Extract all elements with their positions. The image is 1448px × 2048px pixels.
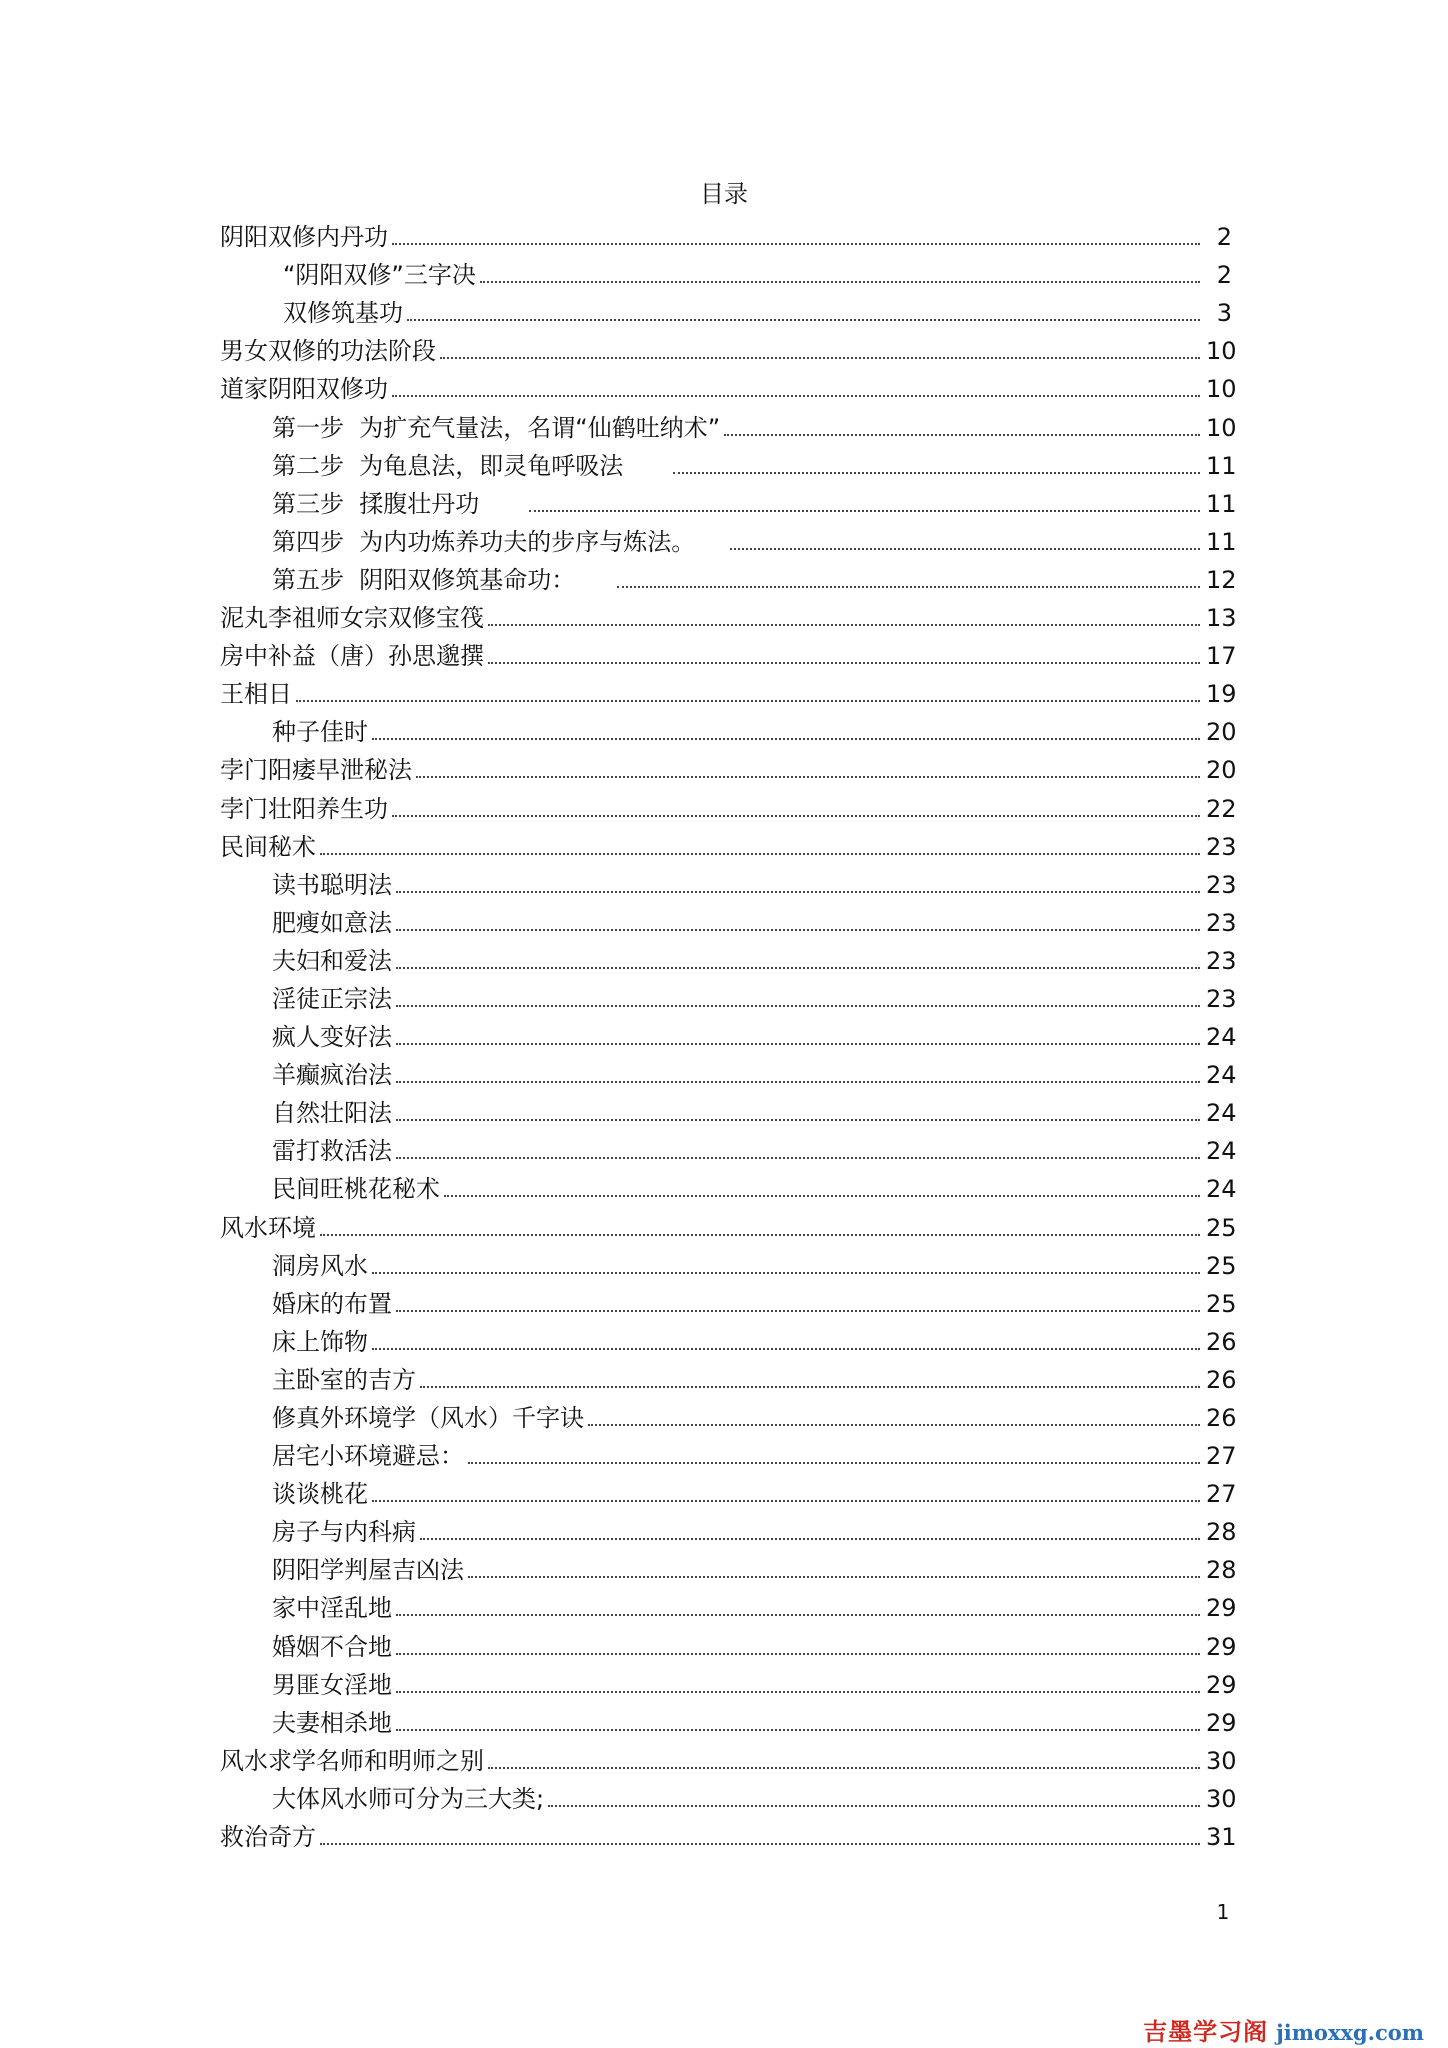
toc-entry[interactable]	[0, 824, 1448, 862]
toc-leader-dots	[396, 1119, 1200, 1121]
toc-leader-dots	[396, 1081, 1200, 1083]
toc-entry-page: 3	[1216, 299, 1232, 328]
toc-entry[interactable]	[0, 1281, 1448, 1319]
toc-entry-title: 男匪女淫地	[272, 1670, 392, 1699]
toc-entry-page: 10	[1206, 413, 1237, 442]
toc-leader-dots	[396, 1729, 1200, 1731]
toc-leader-dots	[396, 1614, 1200, 1616]
toc-leader-dots	[416, 776, 1200, 778]
toc-entry-page: 2	[1216, 261, 1232, 290]
toc-entry-page: 13	[1206, 604, 1237, 633]
toc-entry-title: 风水求学名师和明师之别	[220, 1746, 484, 1775]
toc-leader-dots	[440, 357, 1200, 359]
toc-entry-page: 27	[1206, 1480, 1237, 1509]
toc-entry-page: 23	[1206, 870, 1237, 899]
toc-leader-dots	[420, 1386, 1200, 1388]
toc-entry-page: 19	[1206, 680, 1237, 709]
toc-leader-dots	[407, 319, 1200, 321]
toc-entry-title: 自然壮阳法	[272, 1099, 392, 1128]
watermark-name: 吉墨学习阁	[1143, 2018, 1269, 2046]
toc-entry-title: 居宅小环境避忌：	[272, 1442, 464, 1471]
toc-entry-title: 羊癫疯治法	[272, 1061, 392, 1090]
toc-entry[interactable]	[0, 1243, 1448, 1281]
toc-entry-title: 阴阳双修内丹功	[220, 223, 388, 252]
toc-leader-dots	[673, 472, 1200, 474]
toc-entry-page: 12	[1206, 565, 1237, 594]
toc-entry-title: 家中淫乱地	[272, 1594, 392, 1623]
toc-leader-dots	[392, 395, 1200, 397]
table-of-contents	[0, 214, 1448, 1852]
toc-entry-title: 洞房风水	[272, 1251, 368, 1280]
toc-entry[interactable]	[0, 519, 1448, 557]
toc-leader-dots	[372, 1500, 1200, 1502]
toc-entry-title: 修真外环境学（风水）千字诀	[272, 1404, 584, 1432]
toc-entry[interactable]	[0, 862, 1448, 900]
toc-entry-title: 疯人变好法	[272, 1023, 392, 1052]
toc-entry-title: 夫妻相杀地	[272, 1708, 392, 1737]
toc-entry-title: 男女双修的功法阶段	[220, 337, 436, 366]
page-title: 目录	[700, 180, 748, 208]
toc-leader-dots	[396, 1005, 1200, 1007]
toc-entry-title: 阴阳学判屋吉凶法	[272, 1556, 464, 1585]
toc-leader-dots	[588, 1424, 1200, 1426]
toc-entry-page: 25	[1206, 1251, 1237, 1280]
toc-entry-page: 17	[1206, 642, 1237, 671]
toc-leader-dots	[396, 1653, 1200, 1655]
toc-entry-title: 房子与内科病	[272, 1518, 416, 1547]
toc-leader-dots	[392, 243, 1200, 245]
toc-entry-title: 婚姻不合地	[272, 1632, 392, 1661]
toc-entry-title: 民间秘术	[220, 832, 316, 861]
toc-entry-title: 第一步 为扩充气量法，名谓“仙鹤吐纳术”	[272, 413, 721, 442]
toc-entry[interactable]	[0, 671, 1448, 709]
toc-entry[interactable]	[0, 1776, 1448, 1814]
toc-entry-page: 11	[1206, 489, 1237, 518]
toc-entry-title: 风水环境	[220, 1213, 316, 1242]
toc-entry-title: 第三步 揉腹壮丹功	[272, 489, 526, 518]
toc-entry[interactable]	[0, 1128, 1448, 1166]
toc-entry[interactable]	[0, 1585, 1448, 1623]
toc-entry-page: 23	[1206, 832, 1237, 861]
toc-leader-dots	[488, 662, 1200, 664]
toc-leader-dots	[296, 700, 1200, 702]
toc-entry-page: 26	[1206, 1365, 1237, 1394]
toc-entry[interactable]	[0, 976, 1448, 1014]
watermark	[1143, 2012, 1424, 2047]
toc-entry-page: 10	[1206, 375, 1237, 404]
toc-entry-title: 大体风水师可分为三大类;	[272, 1784, 545, 1813]
toc-entry[interactable]	[0, 1547, 1448, 1585]
toc-entry-page: 25	[1206, 1213, 1237, 1242]
toc-entry[interactable]	[0, 1623, 1448, 1661]
toc-leader-dots	[396, 1310, 1200, 1312]
toc-leader-dots	[444, 1195, 1200, 1197]
toc-entry[interactable]	[0, 328, 1448, 366]
toc-entry-page: 31	[1206, 1823, 1237, 1852]
toc-entry-page: 20	[1206, 756, 1237, 785]
toc-entry[interactable]	[0, 1814, 1448, 1852]
toc-entry[interactable]	[0, 1204, 1448, 1242]
toc-entry-title: 道家阴阳双修功	[220, 375, 388, 404]
toc-entry[interactable]	[0, 214, 1448, 252]
toc-leader-dots	[488, 1767, 1200, 1769]
toc-leader-dots	[488, 624, 1200, 626]
toc-entry-title: 婚床的布置	[272, 1289, 392, 1318]
toc-leader-dots	[396, 1691, 1200, 1693]
toc-leader-dots	[392, 815, 1200, 817]
toc-entry-title: 孛门壮阳养生功	[220, 794, 388, 823]
toc-entry-page: 24	[1206, 1175, 1237, 1204]
toc-entry[interactable]	[0, 938, 1448, 976]
toc-entry-page: 27	[1206, 1442, 1237, 1471]
toc-entry[interactable]	[0, 633, 1448, 671]
page-number: 1	[1216, 1900, 1230, 1924]
toc-entry-title: 双修筑基功	[283, 299, 403, 328]
toc-entry[interactable]	[0, 443, 1448, 481]
toc-leader-dots	[396, 891, 1200, 893]
toc-entry[interactable]	[0, 1509, 1448, 1547]
toc-leader-dots	[372, 1272, 1200, 1274]
toc-entry-title: 王相日	[220, 680, 292, 709]
toc-entry-page: 24	[1206, 1137, 1237, 1166]
toc-entry-title: 第二步 为龟息法，即灵龟呼吸法	[272, 451, 670, 480]
toc-leader-dots	[468, 1462, 1200, 1464]
toc-entry[interactable]	[0, 595, 1448, 633]
toc-entry-page: 10	[1206, 337, 1237, 366]
toc-leader-dots	[372, 738, 1200, 740]
toc-entry-title: 救治奇方	[220, 1823, 316, 1852]
toc-entry-page: 22	[1206, 794, 1237, 823]
toc-entry[interactable]	[0, 1738, 1448, 1776]
toc-entry-title: 读书聪明法	[272, 870, 392, 899]
toc-leader-dots	[372, 1348, 1200, 1350]
toc-entry-page: 23	[1206, 984, 1237, 1013]
toc-leader-dots	[480, 281, 1200, 283]
toc-entry[interactable]	[0, 1014, 1448, 1052]
toc-entry-page: 28	[1206, 1518, 1237, 1547]
toc-entry-title: 谈谈桃花	[272, 1480, 368, 1509]
toc-entry[interactable]	[0, 1052, 1448, 1090]
toc-entry[interactable]	[0, 557, 1448, 595]
toc-entry[interactable]	[0, 709, 1448, 747]
toc-entry-title: 民间旺桃花秘术	[272, 1175, 440, 1204]
toc-entry-page: 11	[1206, 527, 1237, 556]
toc-entry-page: 23	[1206, 908, 1237, 937]
toc-entry-title: “阴阳双修”三字决	[283, 261, 476, 290]
toc-entry-page: 29	[1206, 1632, 1237, 1661]
toc-leader-dots	[730, 548, 1200, 550]
toc-entry[interactable]	[0, 1395, 1448, 1433]
toc-entry[interactable]	[0, 1433, 1448, 1471]
toc-entry-page: 26	[1206, 1327, 1237, 1356]
toc-entry-page: 30	[1206, 1746, 1237, 1775]
toc-entry-title: 主卧室的吉方	[272, 1365, 416, 1394]
toc-entry-page: 28	[1206, 1556, 1237, 1585]
toc-entry[interactable]	[0, 1700, 1448, 1738]
toc-leader-dots	[468, 1576, 1200, 1578]
toc-entry[interactable]	[0, 747, 1448, 785]
watermark-url: jimoxxg.com	[1276, 2020, 1424, 2045]
toc-entry-page: 29	[1206, 1670, 1237, 1699]
toc-entry-title: 房中补益（唐）孙思邈撰	[220, 642, 484, 671]
toc-leader-dots	[320, 853, 1200, 855]
toc-entry[interactable]	[0, 366, 1448, 404]
toc-entry-page: 11	[1206, 451, 1237, 480]
toc-leader-dots	[396, 967, 1200, 969]
toc-entry-page: 24	[1206, 1099, 1237, 1128]
toc-entry[interactable]	[0, 1319, 1448, 1357]
toc-entry[interactable]	[0, 1090, 1448, 1128]
toc-leader-dots	[396, 1043, 1200, 1045]
toc-entry[interactable]	[0, 1166, 1448, 1204]
toc-leader-dots	[396, 929, 1200, 931]
toc-leader-dots	[420, 1538, 1200, 1540]
toc-entry-page: 20	[1206, 718, 1237, 747]
toc-entry-title: 种子佳时	[272, 718, 368, 747]
toc-entry-page: 24	[1206, 1061, 1237, 1090]
toc-leader-dots	[320, 1234, 1200, 1236]
toc-entry[interactable]	[0, 404, 1448, 442]
toc-entry[interactable]	[0, 1662, 1448, 1700]
toc-entry-page: 26	[1206, 1404, 1237, 1432]
toc-entry-page: 23	[1206, 946, 1237, 975]
toc-leader-dots	[529, 510, 1200, 512]
toc-entry-page: 29	[1206, 1594, 1237, 1623]
toc-leader-dots	[617, 586, 1200, 588]
toc-leader-dots	[724, 434, 1200, 436]
toc-entry-title: 床上饰物	[272, 1327, 368, 1356]
toc-entry[interactable]	[0, 252, 1448, 290]
toc-entry-title: 孛门阳痿早泄秘法	[220, 756, 412, 785]
toc-entry[interactable]	[0, 785, 1448, 823]
toc-entry[interactable]	[0, 1357, 1448, 1395]
toc-entry-title: 泥丸李祖师女宗双修宝筏	[220, 604, 484, 633]
toc-entry-title: 第五步 阴阳双修筑基命功：	[272, 565, 614, 594]
toc-entry-title: 肥瘦如意法	[272, 908, 392, 937]
toc-entry-title: 夫妇和爱法	[272, 946, 392, 975]
toc-entry-page: 30	[1206, 1784, 1237, 1813]
toc-entry-page: 29	[1206, 1708, 1237, 1737]
toc-entry-title: 淫徒正宗法	[272, 984, 392, 1013]
toc-entry-page: 25	[1206, 1289, 1237, 1318]
toc-entry-page: 24	[1206, 1023, 1237, 1052]
toc-entry[interactable]	[0, 290, 1448, 328]
toc-entry[interactable]	[0, 1471, 1448, 1509]
toc-leader-dots	[548, 1805, 1200, 1807]
toc-entry[interactable]	[0, 481, 1448, 519]
toc-entry-title: 雷打救活法	[272, 1137, 392, 1166]
toc-leader-dots	[396, 1157, 1200, 1159]
toc-entry[interactable]	[0, 900, 1448, 938]
toc-entry-page: 2	[1216, 223, 1232, 252]
toc-leader-dots	[320, 1843, 1200, 1845]
toc-entry-title: 第四步 为内功炼养功夫的步序与炼法。	[272, 527, 726, 556]
